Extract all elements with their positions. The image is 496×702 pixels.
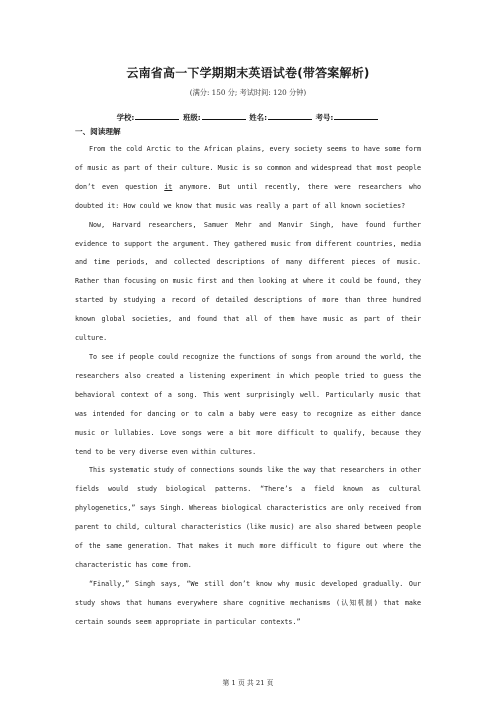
paragraph-4: This systematic study of connections sounds like the way that researchers in other fields would study biological patterns. “There’s a field known as cultural phylogenetics,” says Singh. Whereas biological characteristics are only received from parent to child, cultural characteristics (like music) are also shared between people of the same generation. That makes it much more difficult to figure out where the characteristic has come from. xyxy=(75,466,421,569)
paragraph-1 xyxy=(75,140,421,216)
passage-body xyxy=(75,140,421,632)
paragraph-1-text-a: From the cold Arctic to the African plains, every society seems to have some form of music as part of their culture. Music is so common and widespread that most people don’t even question xyxy=(75,145,421,191)
exam-number-blank xyxy=(334,112,378,120)
paragraph-1-text-b: anymore. But until recently, there were researchers who doubted it: How could we know that music was really a part of all known societies? xyxy=(75,182,422,210)
underlined-word: it xyxy=(164,182,173,191)
school-blank xyxy=(135,112,179,120)
name-blank xyxy=(268,112,312,120)
exam-number-label: 考号: xyxy=(315,113,334,122)
paragraph-5: “Finally,” Singh says, “We still don’t know why music developed gradually. Our study shows that humans everywhere share cognitive mechanisms (认知机制) that make certain sounds seem appropriate in particular contexts.” xyxy=(75,579,421,626)
name-label: 姓名: xyxy=(249,113,268,122)
exam-subtitle: (满分: 150 分; 考试时间: 120 分钟) xyxy=(189,88,307,97)
class-label: 班级: xyxy=(182,113,201,122)
paragraph-2: Now, Harvard researchers, Samuer Mehr and Manvir Singh, have found further evidence to support the argument. They gathered music from different countries, media and time periods, and collected descriptions of many different pieces of music. Rather than focusing on music first and then looking at where it could be found, they started by studying a record of detailed descriptions of more than three hundred known global societies, and found that all of them have music as part of their culture. xyxy=(75,220,421,343)
paragraph-3: To see if people could recognize the functions of songs from around the world, the researchers also created a listening experiment in which people tried to guess the behavioral context of a song. This went surprisingly well. Particularly music that was intended for dancing or to calm a baby were easy to recognize as either dance music or lullabies. Love songs were a bit more difficult to qualify, because they tend to be very diverse even within cultures. xyxy=(75,352,421,456)
section-heading: 一、阅读理解 xyxy=(75,127,121,136)
page-footer: 第 1 页 共 21 页 xyxy=(222,679,274,687)
school-label: 学校: xyxy=(116,113,135,122)
class-blank xyxy=(202,112,246,120)
student-info-row xyxy=(0,112,496,123)
page-title: 云南省高一下学期期末英语试卷(带答案解析) xyxy=(126,66,370,80)
